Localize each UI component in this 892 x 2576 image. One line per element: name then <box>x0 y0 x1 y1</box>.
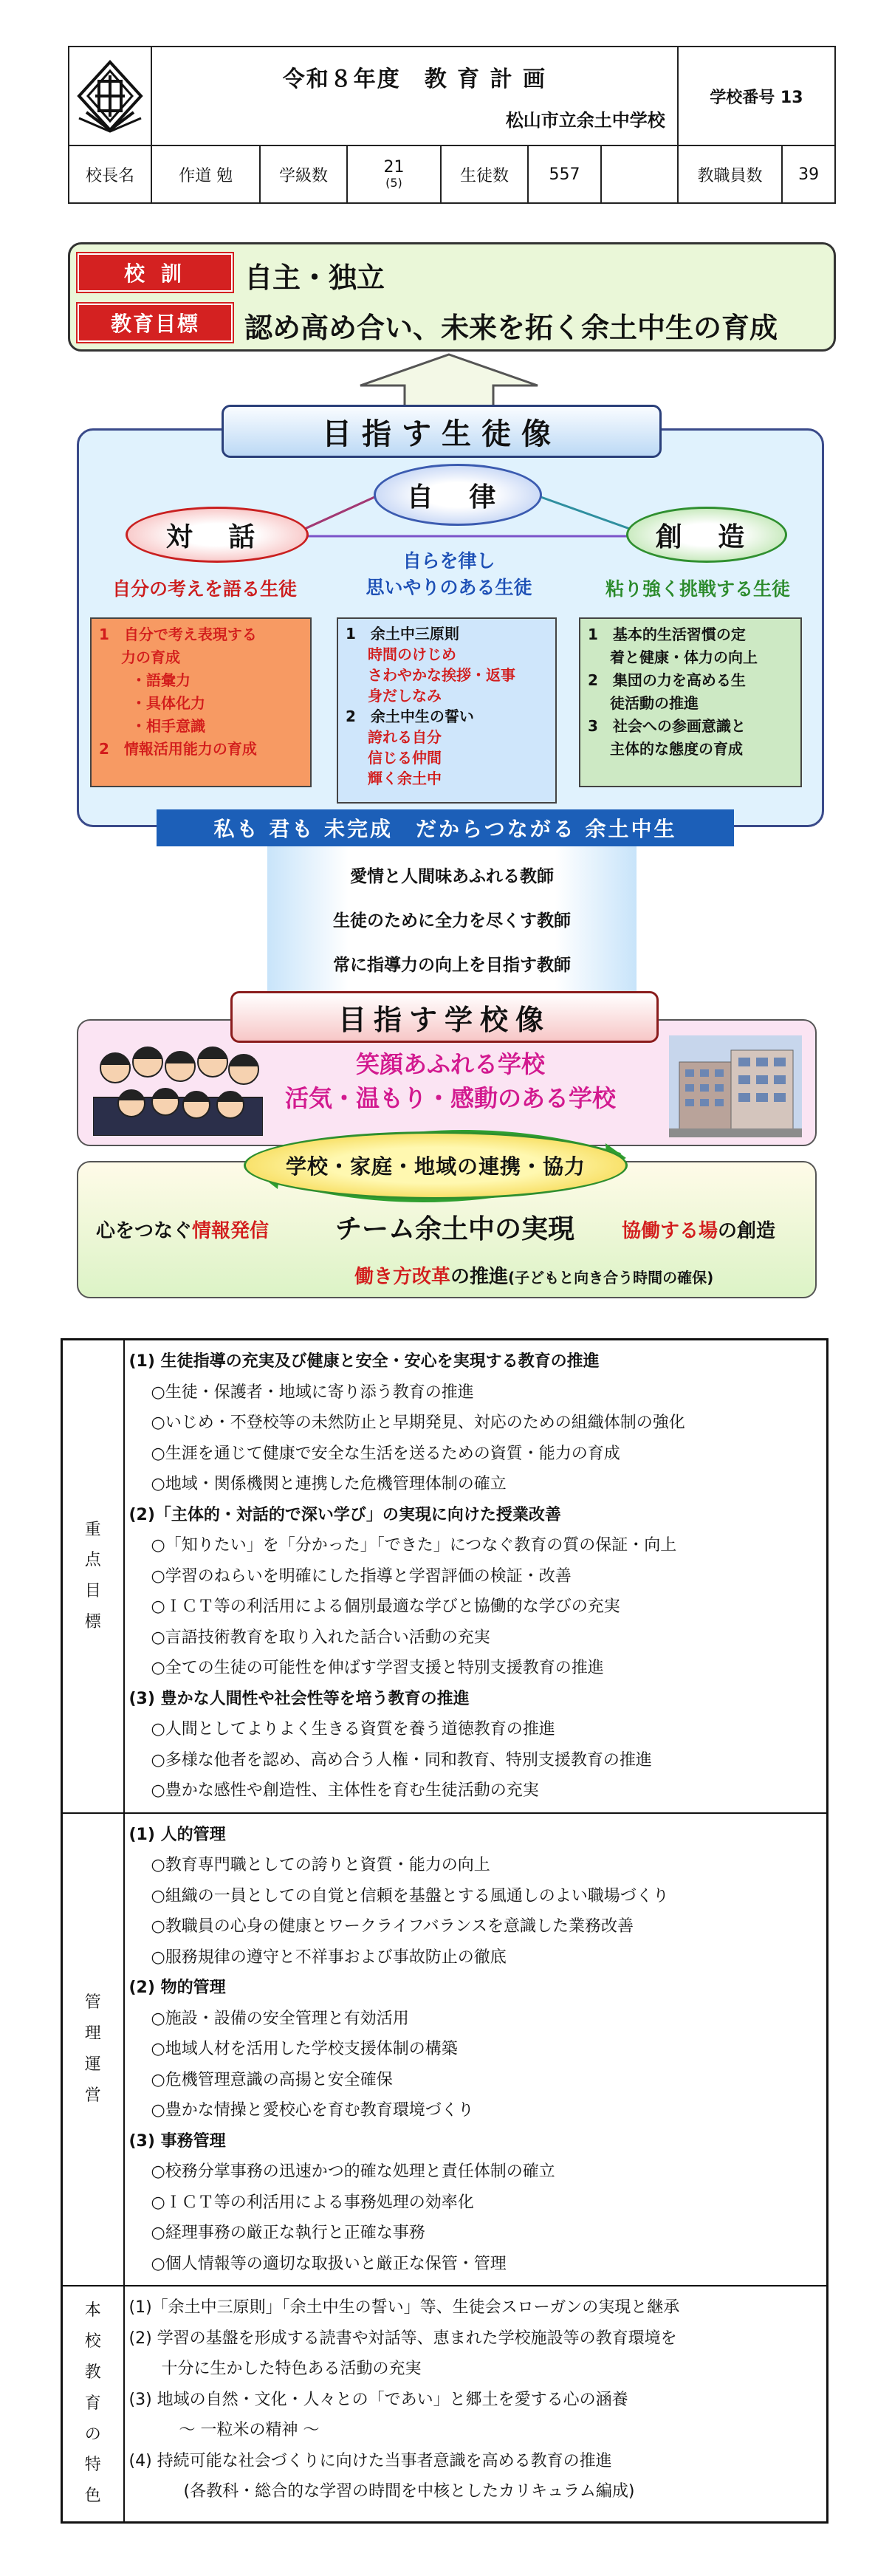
list-item: ・具体化力 <box>131 694 205 712</box>
classes-sub: (5) <box>385 176 402 191</box>
goals-table <box>61 1338 828 2524</box>
list-item: ○危機管理意識の高揚と安全確保 <box>151 2070 393 2089</box>
label-char: 育 <box>84 2394 101 2413</box>
school-emblem-icon <box>73 59 147 133</box>
document-title: 令和８年度 教 育 計 画 <box>282 66 547 92</box>
jiritsu-oval: 自 律 <box>374 464 542 526</box>
staff-label-spacer <box>601 145 677 203</box>
principal-name: 作道 勉 <box>151 145 260 203</box>
motto-text: 自主・独立 <box>244 261 385 294</box>
list-item: 2 集団の力を高める生 <box>588 671 746 689</box>
center-title-line2: 思いやりのある生徒 <box>366 577 532 599</box>
school-building-icon <box>669 1035 802 1137</box>
work-reform-suffix: の推進 <box>450 1266 509 1288</box>
list-item: ○ＩＣＴ等の利活用による事務処理の効率化 <box>151 2193 474 2212</box>
classes-value-cell <box>347 145 441 203</box>
school-ideal-line2: 活気・温もり・感動のある学校 <box>284 1084 616 1113</box>
label-char: 教 <box>84 2363 101 2383</box>
focus-goals-body <box>124 1340 828 1813</box>
work-reform-text <box>354 1261 713 1289</box>
label-char: 運 <box>84 2055 101 2074</box>
list-item: ○生徒・保護者・地域に寄り添う教育の推進 <box>151 1383 474 1402</box>
list-item: ○地域・関係機関と連携した危機管理体制の確立 <box>151 1475 507 1493</box>
school-number: 学校番号 13 <box>678 47 835 145</box>
list-item: 輝く余土中 <box>368 770 442 787</box>
list-item: ○豊かな情操と愛校心を育む教育環境づくり <box>151 2101 474 2120</box>
collab-place-suffix: の創造 <box>718 1220 776 1242</box>
list-item: 3 社会への参画意識と <box>588 717 746 735</box>
motto-box <box>68 242 836 352</box>
list-item: ○生涯を通じて健康で安全な生活を送るための資質・能力の育成 <box>151 1444 620 1463</box>
list-item: ・語彙力 <box>131 671 191 689</box>
work-reform-note: (子どもと向き合う時間の確保) <box>508 1269 714 1287</box>
staff-label: 教職員数 <box>678 145 782 203</box>
list-item: 十分に生かした特色ある活動の充実 <box>161 2360 422 2378</box>
list-item: 徒活動の推進 <box>610 694 699 712</box>
teacher-ideal-item: 常に指導力の向上を目指す教師 <box>333 955 571 975</box>
list-item: 2 余土中生の誓い <box>346 708 474 725</box>
list-item: 力の育成 <box>121 648 180 666</box>
teacher-ideal-item: 愛情と人間味あふれる教師 <box>350 866 554 886</box>
list-item: (4) 持続可能な社会づくりに向けた当事者意識を高める教育の推進 <box>128 2451 612 2470</box>
section-heading: (1) 生徒指導の充実及び健康と安全・安心を実現する教育の推進 <box>128 1352 600 1371</box>
label-char: 特 <box>84 2456 101 2475</box>
list-item: (2) 学習の基盤を形成する読書や対話等、恵まれた学校施設等の教育環境を <box>128 2329 677 2348</box>
label-char: の <box>84 2425 101 2444</box>
teacher-ideal-item: 生徒のために全力を尽くす教師 <box>333 911 571 931</box>
teacher-ideal-box <box>267 846 637 991</box>
list-item: ○施設・設備の安全管理と有効活用 <box>151 2009 409 2028</box>
list-item: (3) 地域の自然・文化・人々との「であい」と郷土を愛する心の涵養 <box>128 2390 628 2409</box>
section-heading: (2) 物的管理 <box>128 1979 226 1997</box>
right-column-title: 粘り強く挑戦する生徒 <box>605 578 790 600</box>
list-item: ○「知りたい」を「分かった」「できた」につなぐ教育の質の保証・向上 <box>151 1536 677 1555</box>
list-item: 1 自分で考え表現する <box>99 626 257 643</box>
list-item: 1 余土中三原則 <box>346 625 459 643</box>
list-item: 主体的な態度の育成 <box>610 740 743 758</box>
taiwa-oval: 対 話 <box>126 507 309 563</box>
list-item: ○教育専門職としての誇りと資質・能力の向上 <box>151 1856 490 1874</box>
school-features-label <box>62 2286 124 2522</box>
classes-value: 21 <box>383 158 405 177</box>
management-label <box>62 1813 124 2286</box>
list-item: ・相手意識 <box>131 717 205 735</box>
list-item: (各教科・総合的な学習の時間を中核としたカリキュラム編成) <box>183 2482 635 2501</box>
school-name: 松山市立余土中学校 <box>505 110 665 131</box>
list-item: 2 情報活用能力の育成 <box>99 740 257 758</box>
list-item: (1)「余土中三原則」「余土中生の誓い」等、生徒会スローガンの実現と継承 <box>128 2298 680 2317</box>
team-yodo-text: チーム余土中の実現 <box>335 1213 575 1244</box>
list-item: ○教職員の心身の健康とワークライフバランスを意識した業務改善 <box>151 1917 634 1936</box>
list-item: ○全ての生徒の可能性を伸ばす学習支援と特別支援教育の推進 <box>151 1659 604 1677</box>
list-item: ○個人情報等の適切な取扱いと厳正な保管・管理 <box>151 2254 507 2273</box>
students-value: 557 <box>528 145 602 203</box>
info-sharing-text <box>96 1216 269 1243</box>
list-item: ○服務規律の遵守と不祥事および事故防止の徹底 <box>151 1948 507 1967</box>
cooperation-ellipse: 学校・家庭・地域の連携・協力 <box>244 1131 628 1199</box>
school-ideal-banner: 目指す学校像 <box>230 991 659 1043</box>
collab-place-text <box>622 1216 775 1243</box>
staff-value: 39 <box>782 145 835 203</box>
info-sharing-keyword: 情報発信 <box>192 1220 270 1242</box>
students-label: 生徒数 <box>441 145 527 203</box>
section-heading: (2)「主体的・対話的で深い学び」の実現に向けた授業改善 <box>128 1505 561 1524</box>
label-char: 営 <box>84 2086 101 2105</box>
title-cell <box>151 47 678 145</box>
list-item: ○組織の一員としての自覚と信頼を基盤とする風通しのよい職場づくり <box>151 1886 669 1905</box>
center-item-box <box>337 617 557 804</box>
left-column-title: 自分の考えを語る生徒 <box>112 578 297 600</box>
list-item: ○学習のねらいを明確にした指導と学習評価の検証・改善 <box>151 1566 572 1586</box>
up-arrow-icon <box>353 353 545 411</box>
section-heading: (1) 人的管理 <box>128 1825 226 1844</box>
work-reform-keyword: 働き方改革 <box>354 1266 451 1288</box>
list-item: 1 基本的生活習慣の定 <box>588 626 746 643</box>
label-char: 目 <box>84 1582 101 1601</box>
info-sharing-prefix: 心をつなぐ <box>96 1220 193 1242</box>
list-item: 誇れる自分 <box>368 728 442 746</box>
section-heading: (3) 事務管理 <box>128 2131 226 2151</box>
souzou-oval: 創 造 <box>626 507 787 563</box>
list-item: ○多様な他者を認め、高め合う人権・同和教育、特別支援教育の推進 <box>151 1750 652 1770</box>
classes-label: 学級数 <box>260 145 346 203</box>
list-item: ○経理事務の厳正な執行と正確な事務 <box>151 2224 425 2242</box>
label-char: 本 <box>84 2301 101 2320</box>
label-char: 点 <box>84 1551 101 1570</box>
school-ideal-text <box>244 1047 657 1116</box>
center-title-line1: 自らを律し <box>402 550 495 572</box>
list-item: 時間のけじめ <box>368 645 456 663</box>
label-char: 理 <box>84 2024 101 2043</box>
list-item: ○豊かな感性や創造性、主体性を育む生徒活動の充実 <box>151 1781 539 1800</box>
motto-tag: 校 訓 <box>78 253 233 292</box>
collab-place-keyword: 協働する場 <box>622 1220 718 1242</box>
list-item: ○ＩＣＴ等の利活用による個別最適な学びと協働的な学びの充実 <box>151 1597 620 1616</box>
label-char: 管 <box>84 1993 101 2012</box>
list-item: ～ 一粒米の精神 ～ <box>179 2421 320 2439</box>
principal-label: 校長名 <box>69 145 151 203</box>
list-item: ○言語技術教育を取り入れた話合い活動の充実 <box>151 1628 490 1647</box>
student-slogan-band: 私も 君も 未完成 だからつながる 余土中生 <box>157 809 734 846</box>
label-char: 色 <box>84 2487 101 2506</box>
list-item: ○地域人材を活用した学校支援体制の構築 <box>151 2040 458 2058</box>
goal-text: 認め高め合い、未来を拓く余土中生の育成 <box>244 311 778 344</box>
list-item: さわやかな挨拶・返事 <box>368 666 515 684</box>
focus-goals-label <box>62 1340 124 1813</box>
list-item: 身だしなみ <box>368 687 442 705</box>
list-item: ○校務分掌事務の迅速かつ的確な処理と責任体制の確立 <box>151 2162 555 2181</box>
goal-tag: 教育目標 <box>78 304 233 342</box>
right-item-box <box>579 617 802 787</box>
student-ideal-banner: 目指す生徒像 <box>222 405 662 458</box>
list-item: 着と健康・体力の向上 <box>610 648 758 666</box>
list-item: ○人間としてよりよく生きる資質を養う道徳教育の推進 <box>151 1720 555 1739</box>
header-table <box>68 46 836 204</box>
label-char: 標 <box>84 1613 101 1632</box>
section-heading: (3) 豊かな人間性や社会性等を培う教育の推進 <box>128 1689 470 1708</box>
school-ideal-line1: 笑顔あふれる学校 <box>355 1050 545 1078</box>
school-features-body <box>124 2286 828 2522</box>
management-body <box>124 1813 828 2286</box>
list-item: ○いじめ・不登校等の未然防止と早期発見、対応のための組織体制の強化 <box>151 1414 685 1432</box>
left-item-box <box>90 617 312 787</box>
label-char: 校 <box>84 2332 101 2351</box>
label-char: 重 <box>84 1520 101 1539</box>
center-column-title <box>331 548 567 602</box>
list-item: 信じる仲間 <box>368 749 442 767</box>
school-emblem-cell <box>69 47 151 145</box>
